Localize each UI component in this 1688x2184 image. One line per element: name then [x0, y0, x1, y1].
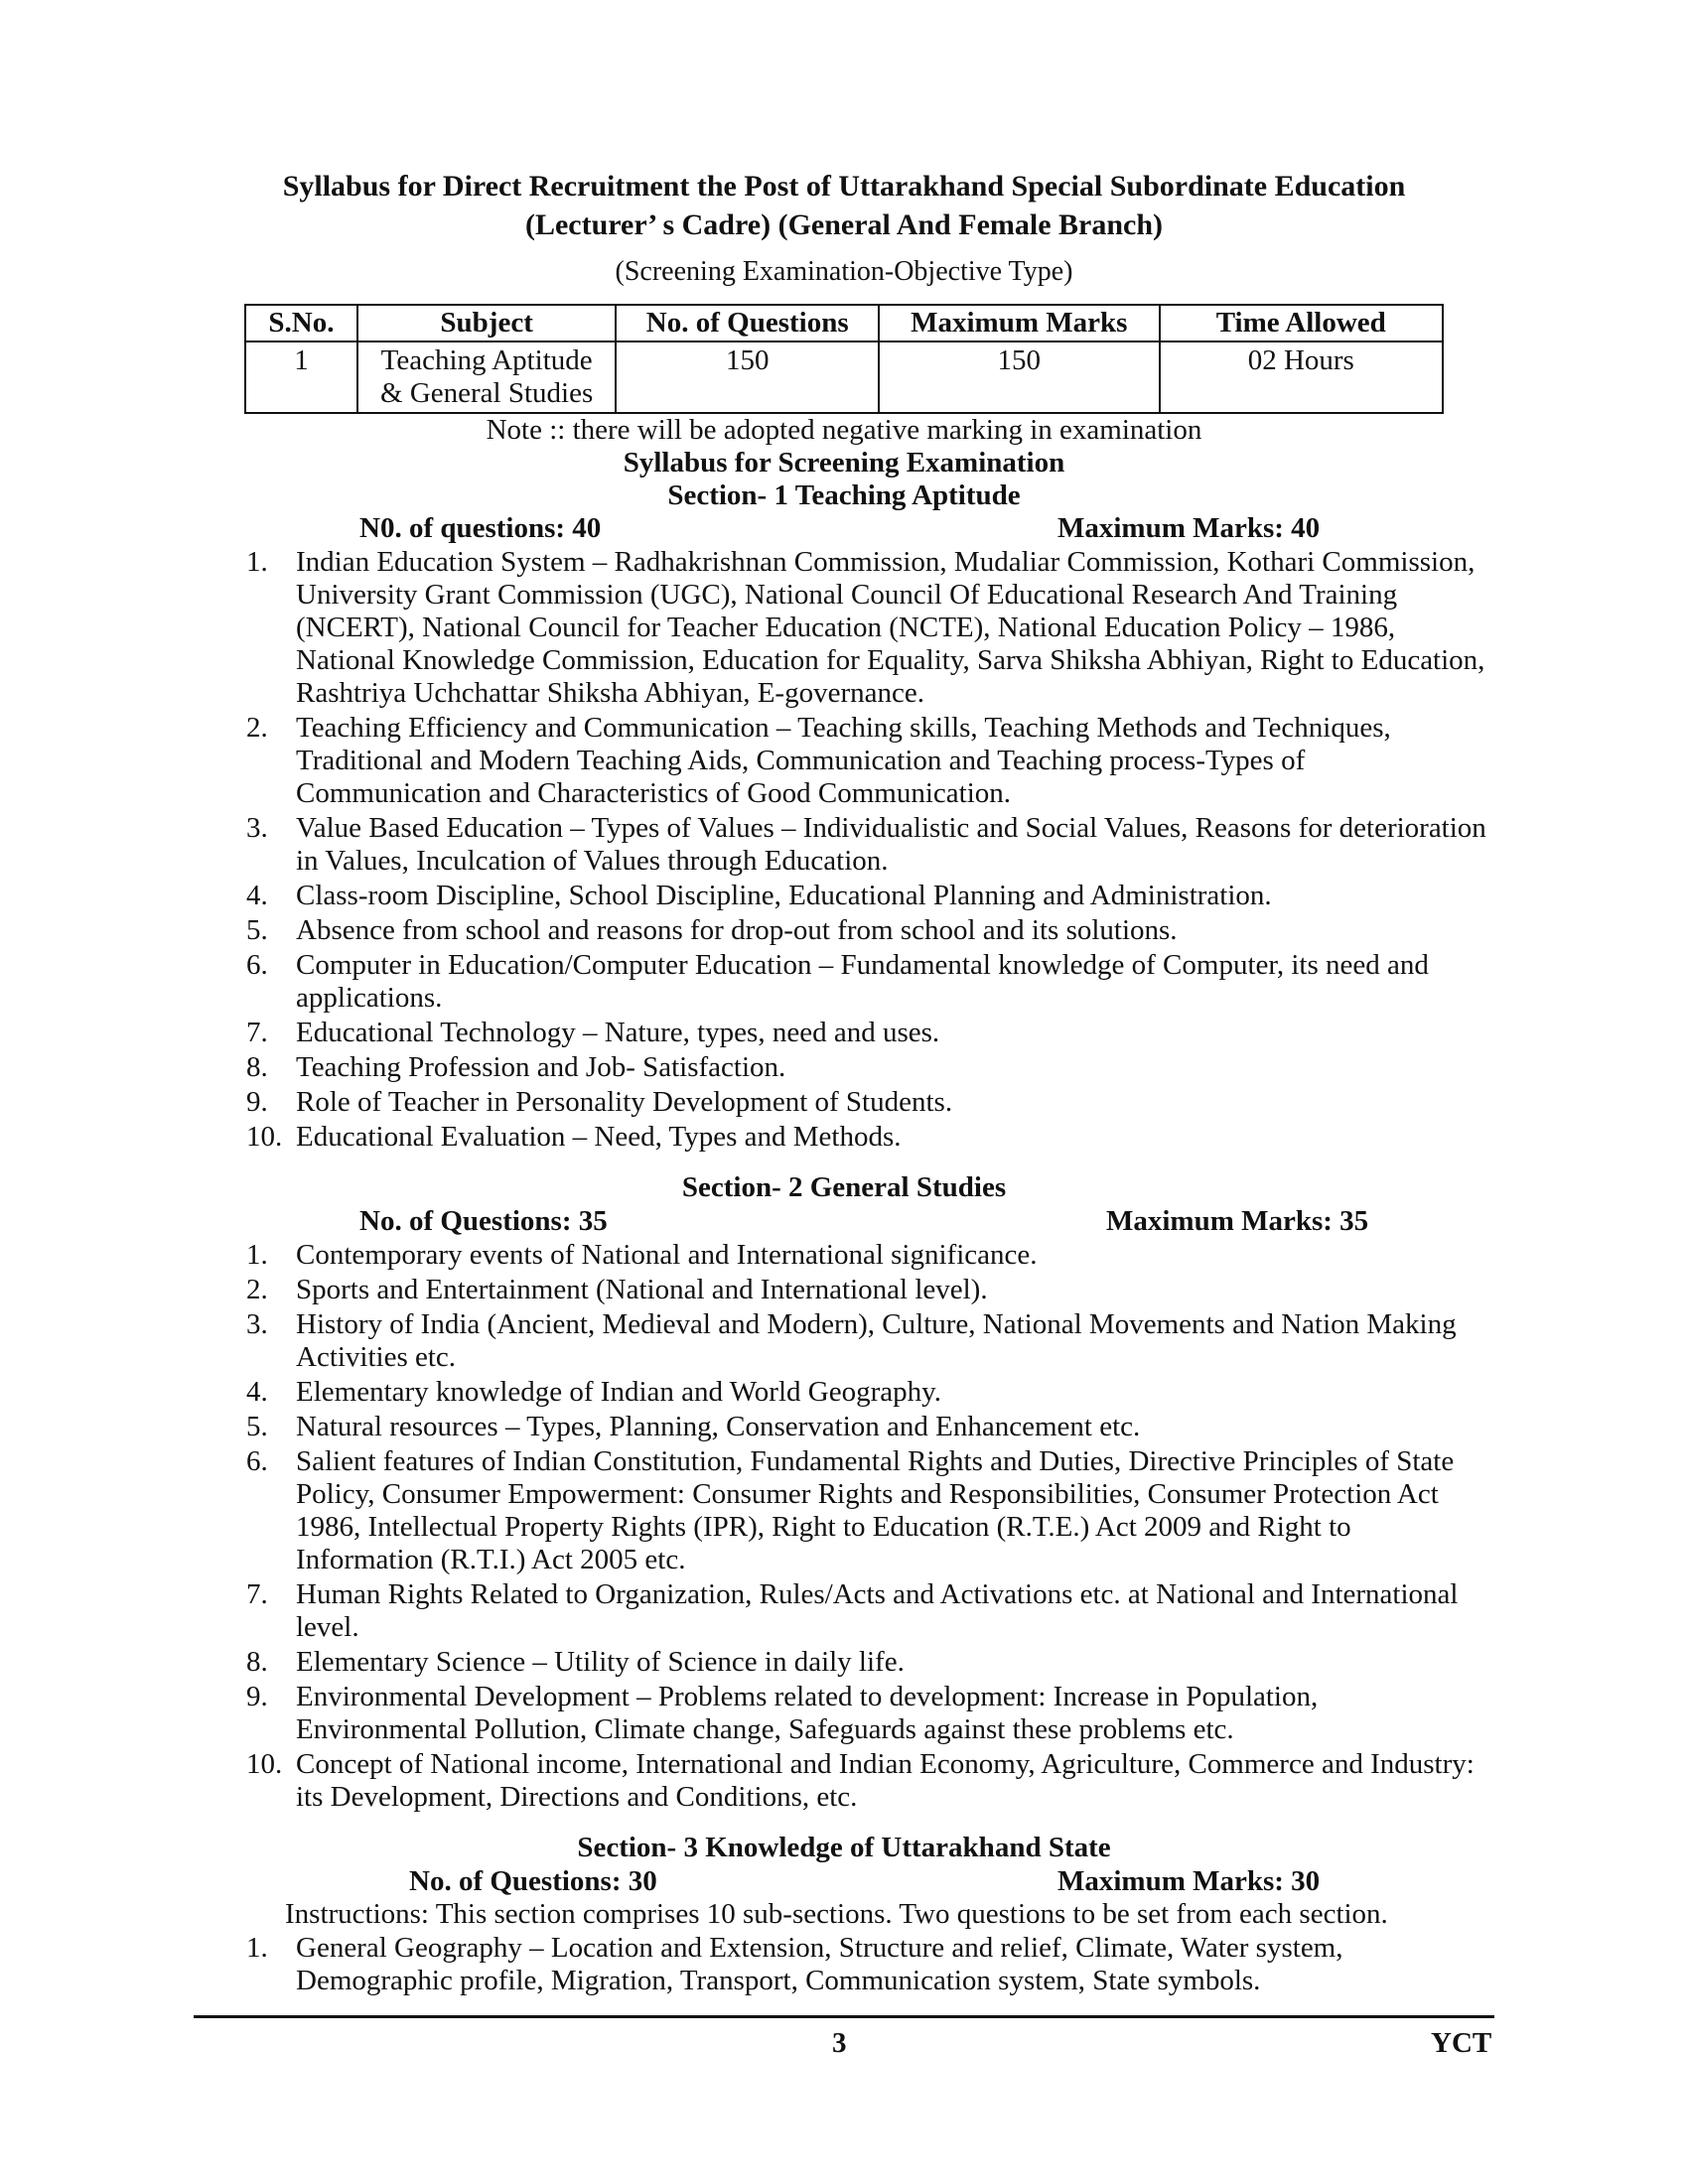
list-item-number: 8. — [246, 1051, 268, 1083]
list-item — [0, 914, 1489, 947]
section-3-topic-list — [0, 1932, 1489, 1999]
list-item-text: Class-room Discipline, School Discipline, Educational Planning and Administration. — [296, 880, 1272, 911]
header-marks: Maximum Marks — [879, 305, 1160, 341]
list-item-number: 1. — [246, 1932, 268, 1964]
list-item — [0, 1274, 1489, 1306]
list-item-text: History of India (Ancient, Medieval and Modern), Culture, National Movements and Nation Making Activities etc. — [296, 1308, 1457, 1373]
list-item-number: 4. — [246, 1376, 268, 1408]
list-item-number: 2. — [246, 1274, 268, 1305]
header-questions: No. of Questions — [616, 305, 879, 341]
list-item-number: 6. — [246, 1445, 268, 1477]
list-item-text: Human Rights Related to Organization, Rules/Acts and Activations etc. at National and International level. — [296, 1578, 1459, 1643]
section-2-marks: Maximum Marks: 35 — [1106, 1205, 1369, 1237]
list-item — [0, 1017, 1489, 1049]
title-line-1: Syllabus for Direct Recruitment the Post of Uttarakhand Special Subordinate Education — [282, 170, 1406, 203]
list-item-text: Educational Evaluation – Need, Types and Methods. — [296, 1121, 902, 1153]
table-row — [245, 341, 1443, 413]
list-item-text: Natural resources – Types, Planning, Conservation and Enhancement etc. — [296, 1411, 1141, 1442]
list-item-number: 5. — [246, 914, 268, 946]
list-item — [0, 1411, 1489, 1443]
section-1-heading: Section- 1 Teaching Aptitude — [667, 479, 1021, 511]
list-item-text: Sports and Entertainment (National and International level). — [296, 1274, 988, 1305]
exam-type-subtitle: (Screening Examination-Objective Type) — [615, 256, 1073, 287]
list-item-text: Concept of National income, International and Indian Economy, Agriculture, Commerce and Industry: its Development, Directions and Conditions, etc. — [296, 1748, 1475, 1813]
syllabus-heading: Syllabus for Screening Examination — [623, 447, 1065, 478]
section-3-marks: Maximum Marks: 30 — [1057, 1865, 1321, 1897]
list-item-text: Absence from school and reasons for drop-out from school and its solutions. — [296, 914, 1178, 946]
list-item-text: General Geography – Location and Extension, Structure and relief, Climate, Water system, Demographic profile, Migration, Transport, Communication system, State symbols. — [296, 1932, 1343, 1996]
cell-marks: 150 — [879, 341, 1160, 413]
list-item — [0, 546, 1489, 710]
list-item-text: Value Based Education – Types of Values – Individualistic and Social Values, Reasons for deterioration in Values, Inculcation of Values through Education. — [296, 812, 1486, 877]
footer-divider — [194, 2015, 1494, 2018]
list-item-text: Teaching Efficiency and Communication – Teaching skills, Teaching Methods and Techniques, Traditional and Modern Teaching Aids, Communication and Teaching process-Types of Communication and Characteristics of Good Communication. — [296, 712, 1391, 809]
subject-line-2: & General Studies — [380, 377, 594, 409]
list-item-number: 6. — [246, 949, 268, 981]
header-subject: Subject — [357, 305, 617, 341]
list-item-number: 3. — [246, 1308, 268, 1340]
list-item-number: 9. — [246, 1086, 268, 1118]
list-item-number: 5. — [246, 1411, 268, 1442]
subject-line-1: Teaching Aptitude — [380, 344, 593, 376]
title-line-2: (Lecturer’ s Cadre) (General And Female Branch) — [524, 208, 1164, 241]
section-1-marks: Maximum Marks: 40 — [1057, 512, 1321, 544]
list-item-text: Salient features of Indian Constitution, Fundamental Rights and Duties, Directive Principles of State Policy, Consumer Empowerment: Consumer Rights and Responsibilities, Consumer Protection Act 1986, Intellectual Property Rights (IPR), Right to Education (R.T.E.) Act 2009 and Right to Information (R.T.I.) Act 2005 etc. — [296, 1445, 1455, 1575]
page-number: 3 — [832, 2027, 847, 2059]
list-item — [0, 1051, 1489, 1084]
list-item — [0, 1646, 1489, 1679]
document-title — [199, 167, 1489, 244]
section-1-topic-list — [0, 546, 1489, 1156]
list-item-text: Indian Education System – Radhakrishnan Commission, Mudaliar Commission, Kothari Commission, University Grant Commission (UGC), National Council Of Educational Research And Training (NCERT), National Council for Teacher Education (NCTE), National Education Policy – 1986, National Knowledge Commission, Education for Equality, Sarva Shiksha Abhiyan, Right to Education, Rashtriya Uchchattar Shiksha Abhiyan, E-governance. — [296, 546, 1485, 709]
section-2-topic-list — [0, 1239, 1489, 1816]
section-3-heading: Section- 3 Knowledge of Uttarakhand State — [577, 1832, 1111, 1863]
cell-time: 02 Hours — [1160, 341, 1443, 413]
list-item-text: Elementary knowledge of Indian and World Geography. — [296, 1376, 941, 1408]
list-item — [0, 1578, 1489, 1644]
list-item — [0, 1239, 1489, 1272]
section-2-questions: No. of Questions: 35 — [359, 1205, 608, 1237]
list-item-text: Computer in Education/Computer Education – Fundamental knowledge of Computer, its need and applications. — [296, 949, 1429, 1014]
section-3-questions: No. of Questions: 30 — [409, 1865, 657, 1897]
list-item — [0, 1308, 1489, 1374]
list-item — [0, 712, 1489, 810]
table-header-row — [245, 305, 1443, 341]
list-item-number: 1. — [246, 1239, 268, 1271]
list-item-text: Contemporary events of National and International significance. — [296, 1239, 1038, 1271]
list-item — [0, 1376, 1489, 1409]
section-3-instructions: Instructions: This section comprises 10 sub-sections. Two questions to be set from each section. — [285, 1898, 1388, 1930]
list-item-text: Elementary Science – Utility of Science in daily life. — [296, 1646, 905, 1678]
header-time: Time Allowed — [1160, 305, 1443, 341]
list-item — [0, 1748, 1489, 1814]
exam-schedule-table — [244, 304, 1444, 414]
list-item — [0, 812, 1489, 878]
list-item-number: 9. — [246, 1681, 268, 1712]
negative-marking-note: Note :: there will be adopted negative marking in examination — [486, 414, 1202, 446]
cell-subject — [357, 341, 617, 413]
list-item-number: 1. — [246, 546, 268, 578]
cell-questions: 150 — [616, 341, 879, 413]
list-item-number: 2. — [246, 712, 268, 744]
footer-brand: YCT — [1431, 2027, 1492, 2059]
list-item-text: Educational Technology – Nature, types, need and uses. — [296, 1017, 940, 1048]
list-item-text: Environmental Development – Problems related to development: Increase in Population, Environmental Pollution, Climate change, Safeguards against these problems etc. — [296, 1681, 1319, 1745]
list-item-number: 7. — [246, 1017, 268, 1048]
list-item — [0, 880, 1489, 912]
list-item-number: 10. — [246, 1748, 283, 1780]
list-item-text: Role of Teacher in Personality Development of Students. — [296, 1086, 953, 1118]
list-item-number: 7. — [246, 1578, 268, 1610]
section-2-heading: Section- 2 General Studies — [681, 1171, 1007, 1203]
list-item-text: Teaching Profession and Job- Satisfaction. — [296, 1051, 786, 1083]
list-item — [0, 1121, 1489, 1154]
list-item — [0, 1932, 1489, 1997]
cell-sno: 1 — [245, 341, 357, 413]
list-item — [0, 1681, 1489, 1746]
list-item-number: 10. — [246, 1121, 283, 1153]
header-sno: S.No. — [245, 305, 357, 341]
list-item-number: 3. — [246, 812, 268, 844]
list-item — [0, 1086, 1489, 1119]
section-1-questions: N0. of questions: 40 — [359, 512, 602, 544]
list-item — [0, 949, 1489, 1015]
list-item — [0, 1445, 1489, 1576]
list-item-number: 8. — [246, 1646, 268, 1678]
list-item-number: 4. — [246, 880, 268, 911]
